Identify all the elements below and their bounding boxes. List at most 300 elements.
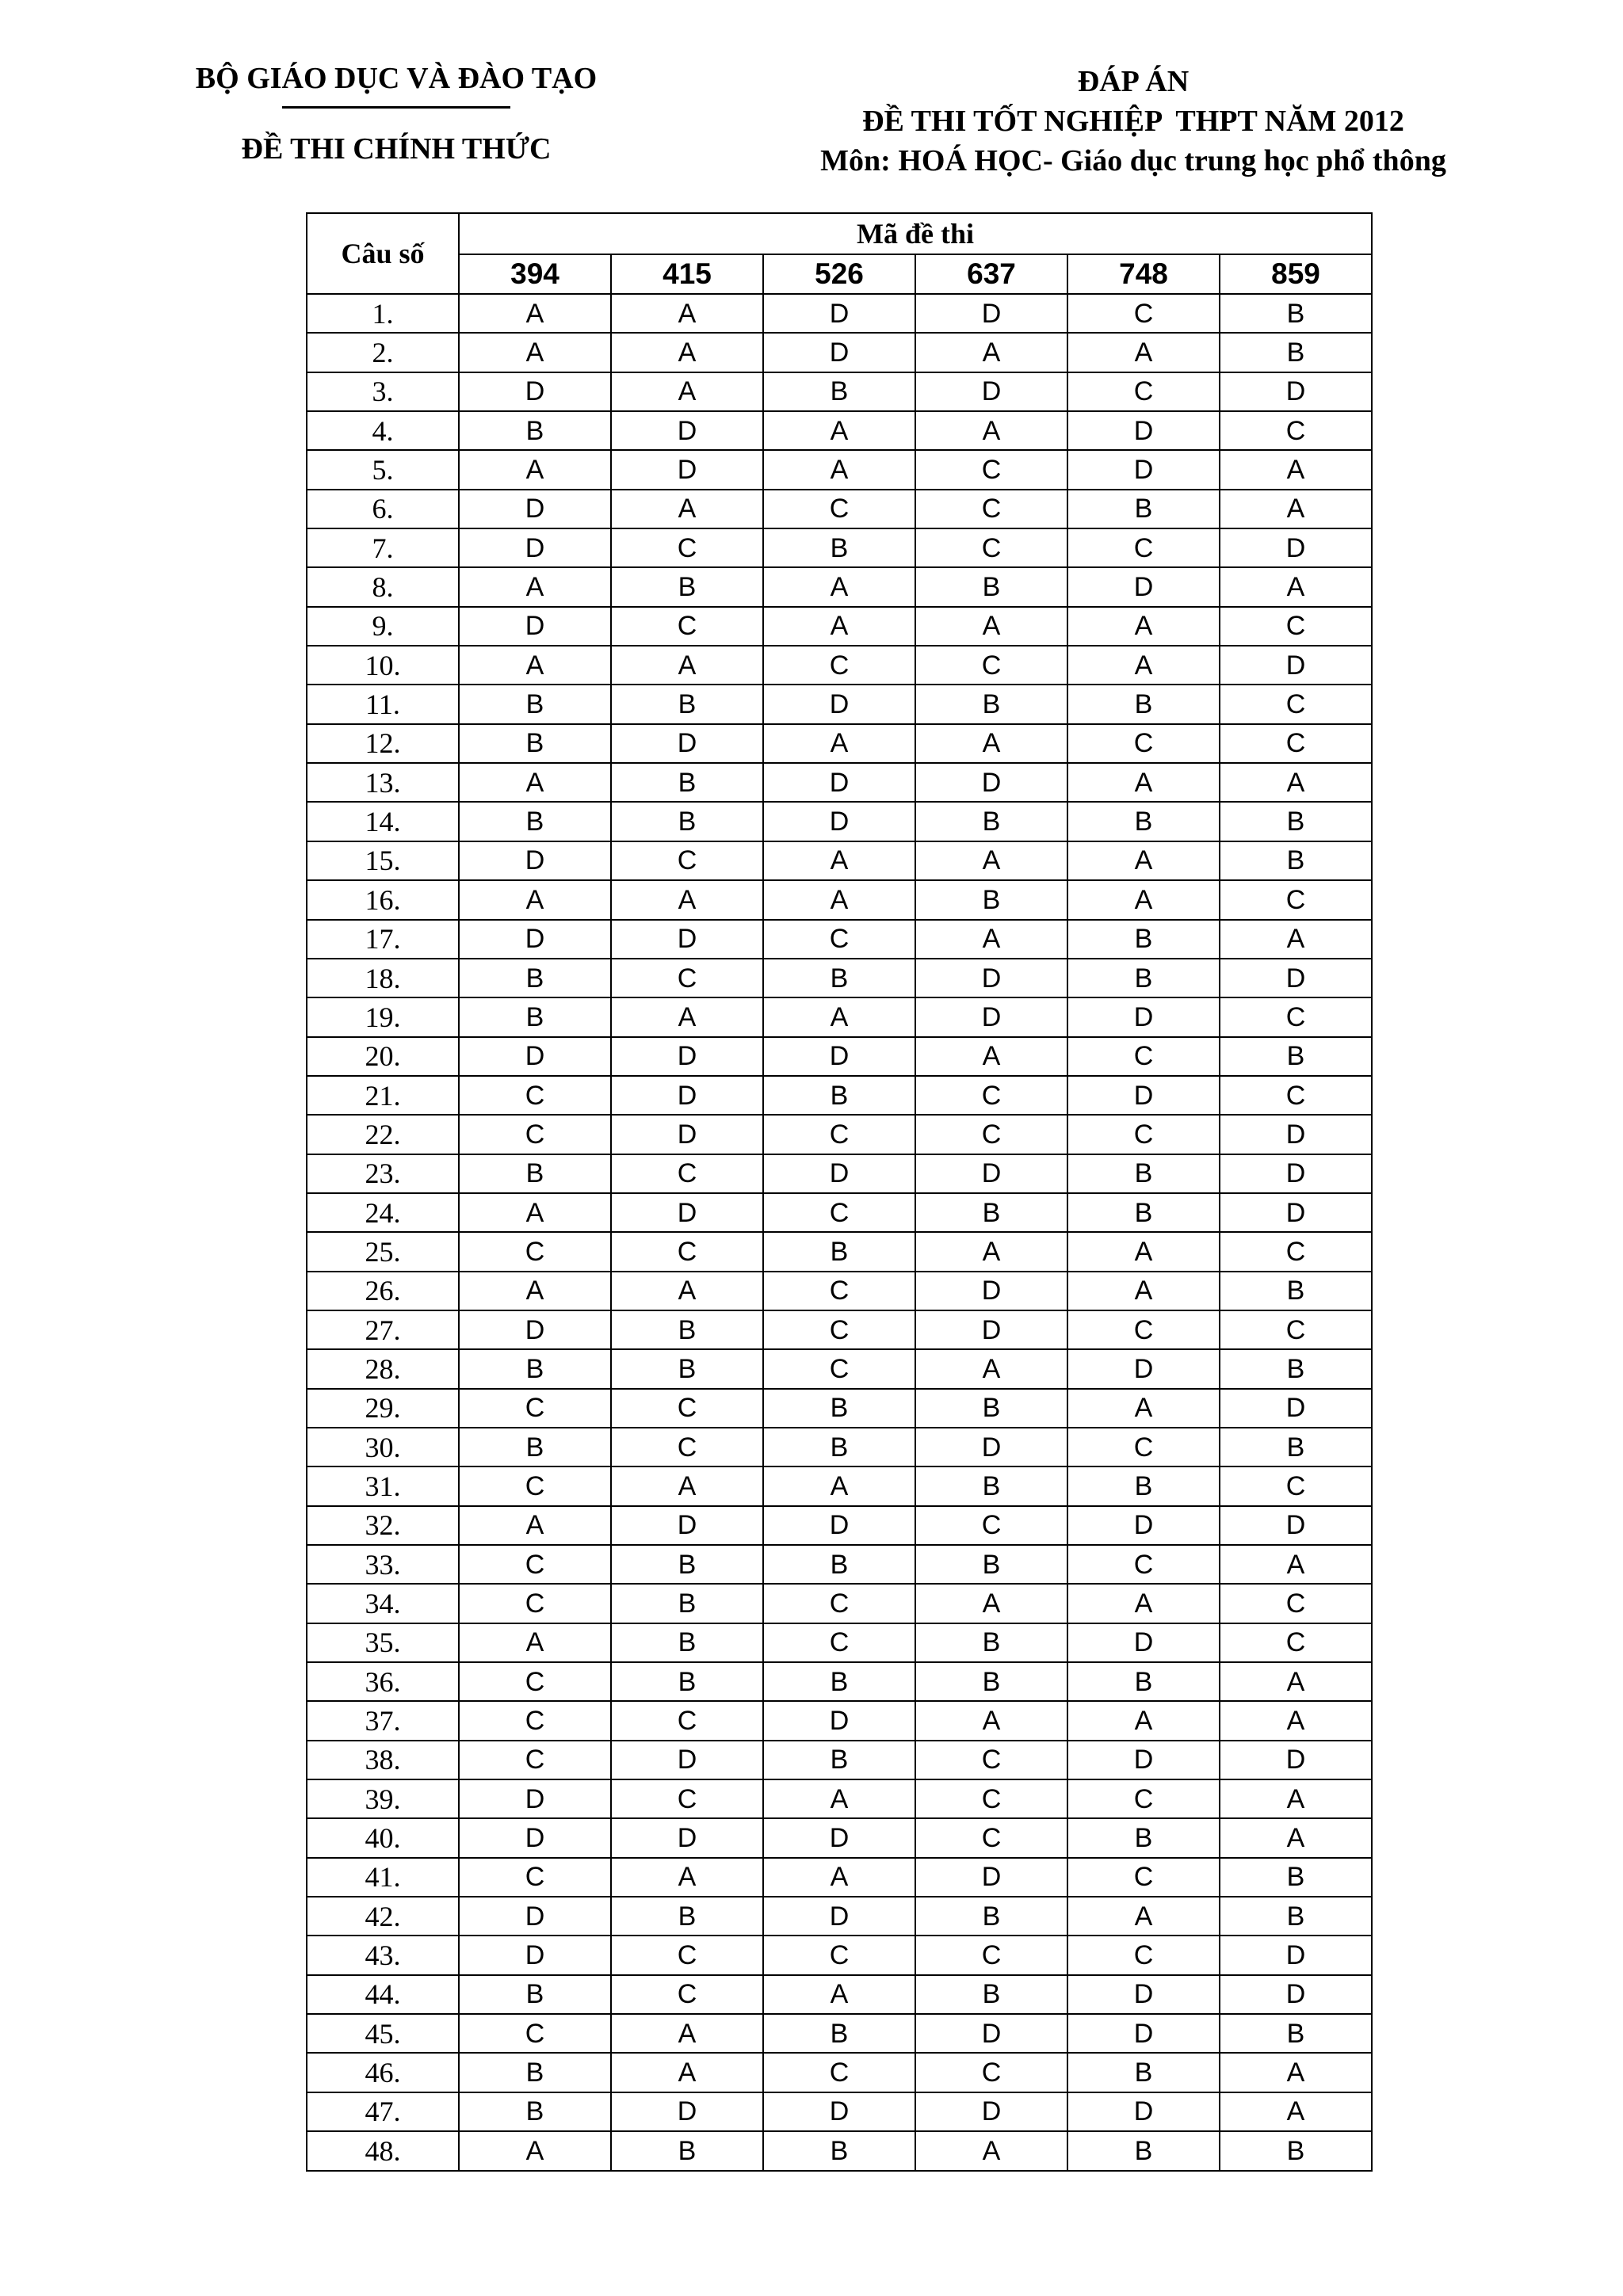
answer-cell: A <box>1220 1818 1372 1857</box>
answer-cell: D <box>459 528 611 567</box>
answer-cell: D <box>459 1037 611 1076</box>
answer-cell: B <box>1220 1428 1372 1466</box>
answer-cell: C <box>459 1232 611 1271</box>
answer-cell: C <box>459 1701 611 1740</box>
answer-cell: D <box>1220 1975 1372 2014</box>
answer-row <box>307 372 1372 411</box>
answer-cell: A <box>915 1037 1067 1076</box>
answer-cell: A <box>459 333 611 372</box>
answer-cell: A <box>459 2131 611 2170</box>
question-number: 18. <box>307 959 459 997</box>
answer-cell: C <box>763 646 915 685</box>
answer-row <box>307 920 1372 959</box>
answer-cell: C <box>763 490 915 528</box>
ministry-underline <box>282 106 510 109</box>
answer-cell: D <box>915 2014 1067 2053</box>
answer-row <box>307 1741 1372 1779</box>
answer-cell: A <box>915 920 1067 959</box>
question-number: 37. <box>307 1701 459 1740</box>
answer-cell: A <box>1220 2053 1372 2092</box>
answer-cell: D <box>611 1506 763 1545</box>
answer-cell: B <box>763 1428 915 1466</box>
answer-cell: A <box>1067 1272 1220 1310</box>
answer-cell: C <box>1220 1076 1372 1115</box>
answer-cell: A <box>915 841 1067 880</box>
answer-row <box>307 997 1372 1036</box>
answer-cell: C <box>763 1193 915 1232</box>
answer-cell: B <box>915 1545 1067 1584</box>
answer-cell: D <box>611 1037 763 1076</box>
answer-cell: C <box>459 1545 611 1584</box>
answer-cell: A <box>611 2014 763 2053</box>
question-number: 38. <box>307 1741 459 1779</box>
answer-cell: C <box>459 2014 611 2053</box>
exam-code-415: 415 <box>611 254 763 294</box>
answer-cell: A <box>763 1466 915 1505</box>
answer-cell: C <box>459 1076 611 1115</box>
answer-cell: B <box>915 1623 1067 1662</box>
question-number: 44. <box>307 1975 459 2014</box>
answer-row <box>307 2014 1372 2053</box>
question-number: 25. <box>307 1232 459 1271</box>
answer-cell: B <box>611 1545 763 1584</box>
answer-cell: D <box>915 1272 1067 1310</box>
answer-row <box>307 1623 1372 1662</box>
answer-cell: A <box>1067 880 1220 919</box>
answer-cell: D <box>1220 1154 1372 1193</box>
answer-cell: B <box>459 1349 611 1388</box>
answer-cell: D <box>1067 997 1220 1036</box>
answer-cell: A <box>459 294 611 333</box>
answer-cell: C <box>459 1741 611 1779</box>
answer-cell: B <box>1067 1466 1220 1505</box>
answer-cell: C <box>763 1936 915 1974</box>
question-number: 40. <box>307 1818 459 1857</box>
question-number-header: Câu số <box>307 213 459 294</box>
exam-code-637: 637 <box>915 254 1067 294</box>
answer-cell: D <box>459 1310 611 1349</box>
answer-cell: C <box>763 920 915 959</box>
answer-cell: C <box>1067 1428 1220 1466</box>
answer-cell: A <box>611 294 763 333</box>
question-number: 16. <box>307 880 459 919</box>
answer-cell: C <box>1067 1858 1220 1897</box>
answer-cell: B <box>763 2131 915 2170</box>
answer-cell: D <box>915 1428 1067 1466</box>
answer-cell: A <box>611 1466 763 1505</box>
answer-cell: B <box>763 1076 915 1115</box>
answer-cell: D <box>763 802 915 841</box>
answer-cell: C <box>611 1389 763 1428</box>
answer-cell: D <box>1067 1506 1220 1545</box>
answer-cell: C <box>611 607 763 646</box>
question-number: 31. <box>307 1466 459 1505</box>
answer-cell: B <box>459 1154 611 1193</box>
answer-cell: B <box>611 1584 763 1623</box>
answer-cell: A <box>1220 1779 1372 1818</box>
answer-cell: A <box>1067 646 1220 685</box>
answer-cell: D <box>459 1897 611 1936</box>
answer-cell: D <box>1220 1115 1372 1154</box>
answer-cell: A <box>1067 1389 1220 1428</box>
answer-cell: B <box>459 1975 611 2014</box>
official-exam-label: ĐỀ THI CHÍNH THỨC <box>241 132 552 166</box>
answer-cell: A <box>459 450 611 489</box>
answer-cell: D <box>1067 2014 1220 2053</box>
answer-cell: B <box>459 802 611 841</box>
question-number: 1. <box>307 294 459 333</box>
exam-code-header: Mã đề thi <box>459 213 1372 254</box>
answer-cell: A <box>763 1779 915 1818</box>
answer-row <box>307 1115 1372 1154</box>
question-number: 33. <box>307 1545 459 1584</box>
answer-cell: B <box>1220 2131 1372 2170</box>
answer-cell: C <box>915 528 1067 567</box>
answer-cell: A <box>915 1232 1067 1271</box>
answer-cell: A <box>915 411 1067 450</box>
answer-cell: D <box>763 333 915 372</box>
answer-cell: D <box>763 2092 915 2131</box>
answer-row <box>307 646 1372 685</box>
answer-cell: A <box>611 646 763 685</box>
answer-cell: A <box>915 724 1067 763</box>
answer-cell: D <box>1220 646 1372 685</box>
answer-cell: A <box>1067 763 1220 802</box>
answer-cell: D <box>1220 1389 1372 1428</box>
answer-cell: C <box>1067 528 1220 567</box>
answer-cell: C <box>915 1506 1067 1545</box>
answer-cell: D <box>1220 1936 1372 1974</box>
answer-cell: C <box>915 1076 1067 1115</box>
answer-cell: C <box>915 1936 1067 1974</box>
answer-cell: C <box>1067 1936 1220 1974</box>
answer-cell: B <box>763 372 915 411</box>
question-number: 13. <box>307 763 459 802</box>
answer-cell: A <box>763 450 915 489</box>
answer-cell: B <box>611 2131 763 2170</box>
answer-row <box>307 1389 1372 1428</box>
answer-cell: A <box>1067 841 1220 880</box>
answer-cell: C <box>459 1115 611 1154</box>
answer-cell: A <box>1067 1584 1220 1623</box>
answer-row <box>307 411 1372 450</box>
answer-cell: C <box>611 528 763 567</box>
answer-cell: B <box>459 724 611 763</box>
answer-cell: C <box>763 2053 915 2092</box>
answer-cell: C <box>1067 372 1220 411</box>
answer-cell: C <box>611 1936 763 1974</box>
answer-row <box>307 333 1372 372</box>
answer-cell: A <box>915 1349 1067 1388</box>
answer-cell: C <box>1220 1623 1372 1662</box>
answer-cell: D <box>1067 1076 1220 1115</box>
answer-cell: A <box>915 2131 1067 2170</box>
answer-cell: D <box>1220 372 1372 411</box>
answer-cell: B <box>1220 1897 1372 1936</box>
answer-row <box>307 567 1372 606</box>
question-number: 27. <box>307 1310 459 1349</box>
answer-cell: C <box>1220 1466 1372 1505</box>
answer-cell: B <box>915 1662 1067 1701</box>
answer-cell: C <box>915 1741 1067 1779</box>
answer-cell: B <box>1067 2053 1220 2092</box>
answer-cell: C <box>915 1115 1067 1154</box>
answer-cell: B <box>611 1623 763 1662</box>
answer-cell: D <box>1067 411 1220 450</box>
answer-cell: C <box>611 1154 763 1193</box>
answer-cell: C <box>611 959 763 997</box>
question-number: 29. <box>307 1389 459 1428</box>
answer-cell: B <box>1067 959 1220 997</box>
question-number: 15. <box>307 841 459 880</box>
answer-cell: D <box>459 920 611 959</box>
answer-cell: A <box>459 1272 611 1310</box>
exam-code-394: 394 <box>459 254 611 294</box>
answer-cell: A <box>459 763 611 802</box>
answer-cell: B <box>611 567 763 606</box>
answer-cell: C <box>1067 1037 1220 1076</box>
answer-cell: C <box>1220 607 1372 646</box>
answer-cell: C <box>1067 724 1220 763</box>
answer-cell: B <box>763 1741 915 1779</box>
answer-cell: D <box>459 841 611 880</box>
question-number: 4. <box>307 411 459 450</box>
question-number: 12. <box>307 724 459 763</box>
answer-cell: C <box>1067 1115 1220 1154</box>
answer-cell: D <box>611 920 763 959</box>
answer-cell: C <box>459 1858 611 1897</box>
question-number: 32. <box>307 1506 459 1545</box>
question-number: 8. <box>307 567 459 606</box>
answer-cell: B <box>915 802 1067 841</box>
answer-cell: C <box>459 1389 611 1428</box>
question-number: 42. <box>307 1897 459 1936</box>
answer-cell: B <box>763 528 915 567</box>
question-number: 36. <box>307 1662 459 1701</box>
answer-cell: B <box>1067 1154 1220 1193</box>
answer-cell: D <box>611 1741 763 1779</box>
answer-cell: D <box>915 959 1067 997</box>
question-number: 39. <box>307 1779 459 1818</box>
answer-cell: A <box>611 490 763 528</box>
answer-cell: B <box>1067 685 1220 723</box>
answer-cell: D <box>611 450 763 489</box>
answer-cell: B <box>763 1545 915 1584</box>
answer-cell: A <box>459 646 611 685</box>
answer-row <box>307 1779 1372 1818</box>
answer-cell: A <box>763 880 915 919</box>
answer-row <box>307 450 1372 489</box>
answer-cell: B <box>611 1349 763 1388</box>
answer-cell: B <box>763 1232 915 1271</box>
question-number: 6. <box>307 490 459 528</box>
answer-row <box>307 1662 1372 1701</box>
question-number: 21. <box>307 1076 459 1115</box>
answer-cell: A <box>1220 567 1372 606</box>
question-number: 48. <box>307 2131 459 2170</box>
answer-cell: C <box>1067 1310 1220 1349</box>
answer-cell: D <box>459 372 611 411</box>
answer-cell: B <box>915 1389 1067 1428</box>
answer-row <box>307 1936 1372 1974</box>
answer-cell: D <box>1220 1193 1372 1232</box>
answer-cell: C <box>915 490 1067 528</box>
answer-cell: A <box>1220 920 1372 959</box>
answer-cell: B <box>763 2014 915 2053</box>
answer-row <box>307 1897 1372 1936</box>
answer-cell: C <box>1220 880 1372 919</box>
answer-row <box>307 1310 1372 1349</box>
answer-row <box>307 1975 1372 2014</box>
answer-cell: B <box>763 1389 915 1428</box>
answer-cell: D <box>611 1818 763 1857</box>
answer-cell: B <box>763 959 915 997</box>
answer-cell: D <box>1220 959 1372 997</box>
answer-cell: B <box>1220 841 1372 880</box>
answer-cell: B <box>1220 294 1372 333</box>
question-number: 11. <box>307 685 459 723</box>
exam-code-859: 859 <box>1220 254 1372 294</box>
answer-cell: B <box>459 2092 611 2131</box>
answer-cell: A <box>1220 490 1372 528</box>
answer-cell: A <box>763 607 915 646</box>
answer-cell: A <box>763 411 915 450</box>
answer-cell: C <box>1220 724 1372 763</box>
answer-cell: B <box>1220 1858 1372 1897</box>
answer-cell: D <box>1067 1741 1220 1779</box>
question-number: 23. <box>307 1154 459 1193</box>
answer-cell: B <box>1067 1662 1220 1701</box>
answer-cell: D <box>611 2092 763 2131</box>
answer-cell: A <box>1220 450 1372 489</box>
question-number: 43. <box>307 1936 459 1974</box>
answer-cell: C <box>915 450 1067 489</box>
answer-cell: D <box>1220 1506 1372 1545</box>
answer-row <box>307 1349 1372 1388</box>
answer-cell: A <box>1220 763 1372 802</box>
answer-cell: A <box>1220 1701 1372 1740</box>
answer-cell: B <box>611 763 763 802</box>
question-number: 22. <box>307 1115 459 1154</box>
answer-row <box>307 841 1372 880</box>
answer-cell: B <box>611 1662 763 1701</box>
answer-cell: D <box>763 1701 915 1740</box>
answer-cell: A <box>915 1584 1067 1623</box>
answer-row <box>307 1076 1372 1115</box>
answer-cell: D <box>1067 1623 1220 1662</box>
answer-cell: B <box>459 959 611 997</box>
answer-cell: C <box>1067 1779 1220 1818</box>
answer-cell: B <box>459 997 611 1036</box>
answer-cell: C <box>1220 997 1372 1036</box>
answer-cell: D <box>611 1193 763 1232</box>
answer-row <box>307 1232 1372 1271</box>
answer-cell: C <box>915 2053 1067 2092</box>
answer-cell: D <box>611 1076 763 1115</box>
answer-cell: C <box>611 1232 763 1271</box>
answer-cell: A <box>611 880 763 919</box>
answer-key-table <box>306 212 1373 2172</box>
answer-cell: A <box>1067 1897 1220 1936</box>
answer-cell: D <box>459 1936 611 1974</box>
answer-cell: B <box>1067 1193 1220 1232</box>
subject-line: Môn: HOÁ HỌC- Giáo dục trung học phổ thông <box>820 144 1446 177</box>
answer-cell: C <box>611 1779 763 1818</box>
answer-row <box>307 528 1372 567</box>
exam-name: ĐỀ THI TỐT NGHIỆP THPT NĂM 2012 <box>862 105 1404 138</box>
answer-cell: B <box>915 1193 1067 1232</box>
answer-cell: D <box>915 997 1067 1036</box>
exam-code-748: 748 <box>1067 254 1220 294</box>
answer-cell: B <box>1067 802 1220 841</box>
answer-cell: C <box>1067 1545 1220 1584</box>
answer-cell: A <box>763 1858 915 1897</box>
answer-cell: C <box>611 1701 763 1740</box>
answer-row <box>307 1701 1372 1740</box>
answer-cell: A <box>611 2053 763 2092</box>
answer-cell: A <box>459 880 611 919</box>
answer-cell: A <box>763 724 915 763</box>
question-number: 17. <box>307 920 459 959</box>
answer-row <box>307 1428 1372 1466</box>
answer-cell: A <box>459 1623 611 1662</box>
answer-cell: B <box>1067 920 1220 959</box>
answer-cell: B <box>1220 1272 1372 1310</box>
question-number: 45. <box>307 2014 459 2053</box>
answer-cell: D <box>915 1858 1067 1897</box>
answer-row <box>307 1037 1372 1076</box>
document-heading <box>713 62 1553 181</box>
question-number: 2. <box>307 333 459 372</box>
answer-row <box>307 1858 1372 1897</box>
answer-row <box>307 2131 1372 2170</box>
answer-cell: B <box>611 1897 763 1936</box>
answer-cell: D <box>763 1506 915 1545</box>
answer-cell: B <box>611 802 763 841</box>
answer-cell: B <box>1067 1818 1220 1857</box>
answer-row <box>307 1466 1372 1505</box>
question-number: 35. <box>307 1623 459 1662</box>
answer-cell: C <box>459 1662 611 1701</box>
answer-cell: C <box>763 1623 915 1662</box>
answer-cell: D <box>915 1310 1067 1349</box>
answer-cell: B <box>915 1897 1067 1936</box>
answer-cell: A <box>1067 1701 1220 1740</box>
answer-cell: B <box>1220 2014 1372 2053</box>
answer-cell: D <box>459 1818 611 1857</box>
answer-cell: C <box>763 1584 915 1623</box>
answer-row <box>307 802 1372 841</box>
question-number: 7. <box>307 528 459 567</box>
answer-cell: B <box>1220 802 1372 841</box>
question-number: 47. <box>307 2092 459 2131</box>
answer-cell: D <box>611 411 763 450</box>
answer-cell: B <box>915 685 1067 723</box>
answer-cell: C <box>763 1349 915 1388</box>
question-number: 26. <box>307 1272 459 1310</box>
answer-cell: B <box>459 411 611 450</box>
question-number: 41. <box>307 1858 459 1897</box>
answer-cell: D <box>915 294 1067 333</box>
answer-cell: D <box>763 1037 915 1076</box>
answer-cell: C <box>1220 411 1372 450</box>
answer-cell: A <box>763 1975 915 2014</box>
answer-cell: A <box>1067 333 1220 372</box>
answer-cell: B <box>915 1466 1067 1505</box>
answer-row <box>307 880 1372 919</box>
answer-cell: A <box>611 997 763 1036</box>
answer-cell: B <box>611 685 763 723</box>
